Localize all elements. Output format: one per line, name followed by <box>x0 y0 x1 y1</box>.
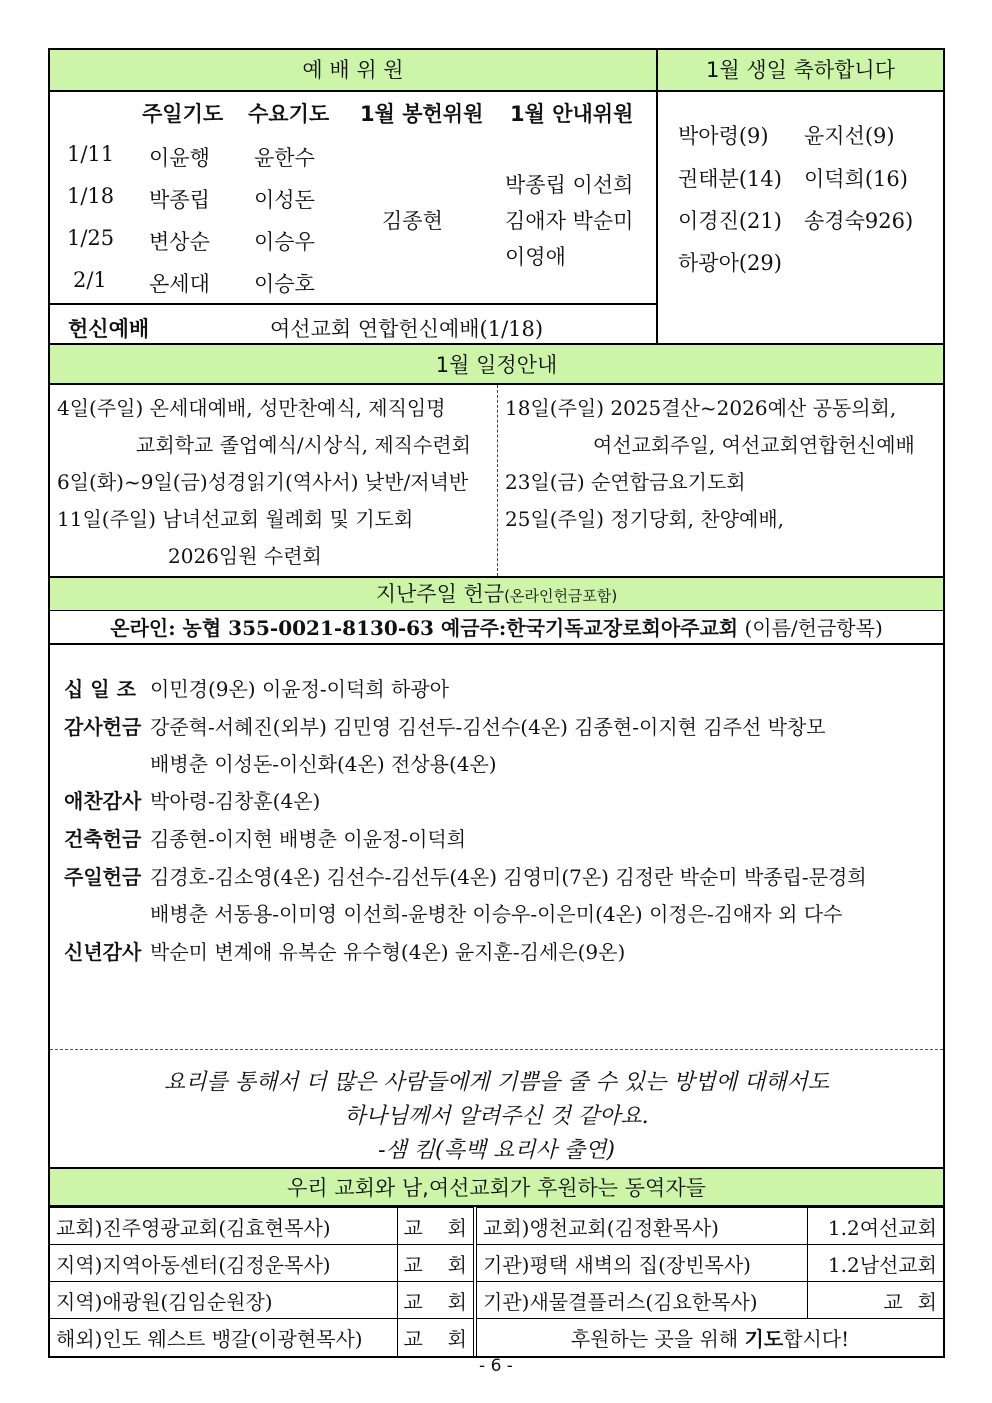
schedule-section <box>48 345 945 578</box>
pray-text: 합시다! <box>783 1326 850 1351</box>
pray-message <box>475 1319 943 1356</box>
birthday-name: 윤지선(9) <box>804 124 895 148</box>
schedule-header: 1월 일정안내 <box>50 345 943 385</box>
birthday-name: 하광아(29) <box>678 251 782 275</box>
sponsor-char: 회 <box>917 1289 937 1314</box>
offering-label: 감사헌금 <box>64 715 142 739</box>
sponsor-char: 회 <box>447 1289 467 1314</box>
page-number: - 6 - <box>479 1356 513 1376</box>
offering-label: 애찬감사 <box>64 789 142 813</box>
col-sunday-prayer: 주일기도 <box>142 102 224 126</box>
row-date: 1/18 <box>67 184 115 208</box>
support-section <box>48 1169 945 1358</box>
online-account-note: (이름/헌금항목) <box>738 616 883 640</box>
sponsor-char: 교 <box>883 1289 903 1314</box>
sponsor-char: 교 <box>403 1289 423 1314</box>
birthday-name: 박아령(9) <box>678 124 769 148</box>
wed-prayer-name: 이승우 <box>254 230 315 254</box>
schedule-item: 6일(화)~9일(금)성경읽기(역사서) 낮반/저녁반 <box>57 470 469 494</box>
birthday-header: 1월 생일 축하합니다 <box>658 50 943 90</box>
offering-names: 강준혁-서혜진(외부) 김민영 김선두-김선수(4온) 김종현-이지현 김주선 박창모 <box>150 715 826 739</box>
birthday-name: 송경숙926) <box>804 209 914 233</box>
support-target: 지역)지역아동센터(김정운목사) <box>50 1245 397 1282</box>
offering-names: 김경호-김소영(4온) 김선수-김선두(4온) 김영미(7온) 김정란 박순미 박종립-문경희 <box>150 865 867 889</box>
worship-committee-header: 예 배 위 원 <box>50 50 656 90</box>
support-header: 우리 교회와 남,여선교회가 후원하는 동역자들 <box>50 1169 943 1207</box>
dedication-label: 헌신예배 <box>68 317 150 341</box>
sponsor-char: 교 <box>403 1252 423 1277</box>
worship-birthday-section <box>48 48 945 345</box>
offering-names: 배병춘 서동용-이미영 이선희-윤병찬 이승우-이은미(4온) 이정은-김애자 외 다수 <box>150 902 843 926</box>
col-offering-committee: 1월 봉헌위원 <box>360 102 484 126</box>
birthday-name: 이경진(21) <box>678 209 782 233</box>
online-account-line <box>50 611 943 645</box>
offering-header <box>50 578 943 611</box>
sponsor: 1.2남선교회 <box>807 1245 943 1282</box>
schedule-item: 18일(주일) 2025결산~2026예산 공동의회, <box>505 396 897 420</box>
row-date: 1/11 <box>67 142 115 166</box>
pray-bold: 기도 <box>744 1326 784 1351</box>
offering-member: 김종현 <box>382 209 443 233</box>
sunday-prayer-name: 박종립 <box>149 188 210 212</box>
schedule-item: 여선교회주일, 여선교회연합헌신예배 <box>593 433 915 457</box>
wed-prayer-name: 이성돈 <box>254 188 315 212</box>
sponsor-char: 교 <box>403 1326 423 1351</box>
offering-label: 주일헌금 <box>64 865 142 889</box>
support-target: 교회)진주영광교회(김효현목사) <box>50 1208 397 1245</box>
quote-line: 하나님께서 알려주신 것 같아요. <box>344 1104 649 1129</box>
offering-names: 이민경(9온) 이윤정-이덕희 하광아 <box>150 677 449 701</box>
sponsor-char: 회 <box>447 1252 467 1277</box>
wed-prayer-name: 이승호 <box>254 272 315 296</box>
offering-label: 건축헌금 <box>64 827 142 851</box>
col-wed-prayer: 수요기도 <box>248 102 330 126</box>
support-table <box>50 1207 943 1356</box>
quote-author: -샘 킴(흑백 요리사 출연) <box>378 1138 615 1163</box>
table-row <box>50 1208 943 1245</box>
quote-line: 요리를 통해서 더 많은 사람들에게 기쁨을 줄 수 있는 방법에 대해서도 <box>164 1070 829 1095</box>
sponsor-char: 교 <box>403 1215 423 1240</box>
sunday-prayer-name: 이윤행 <box>149 146 210 170</box>
offering-label: 십 일 조 <box>64 677 136 701</box>
support-target: 해외)인도 웨스트 뱅갈(이광현목사) <box>50 1319 397 1356</box>
col-usher-committee: 1월 안내위원 <box>510 102 634 126</box>
pray-text: 후원하는 곳을 위해 <box>570 1326 745 1351</box>
schedule-item: 11일(주일) 남녀선교회 월례회 및 기도회 <box>57 507 414 531</box>
support-target: 교회)앵천교회(김정환목사) <box>475 1208 807 1245</box>
offering-names: 박아령-김창훈(4온) <box>150 789 321 813</box>
usher-line: 김애자 박순미 <box>505 209 634 233</box>
table-row <box>50 1282 943 1319</box>
row-date: 1/25 <box>67 226 115 250</box>
usher-line: 이영애 <box>505 245 566 269</box>
schedule-item: 25일(주일) 정기당회, 찬양예배, <box>505 507 785 531</box>
support-target: 기관)새물결플러스(김요한목사) <box>475 1282 807 1319</box>
table-row <box>50 1319 943 1356</box>
offering-names: 배병춘 이성돈-이신화(4온) 전상용(4온) <box>150 752 497 776</box>
usher-line: 박종립 이선희 <box>505 173 634 197</box>
support-target: 기관)평택 새벽의 집(장빈목사) <box>475 1245 807 1282</box>
support-target: 지역)애광원(김임순원장) <box>50 1282 397 1319</box>
offering-names: 김종현-이지현 배병춘 이윤정-이덕희 <box>150 827 467 851</box>
birthday-name: 이덕희(16) <box>804 167 908 191</box>
dedication-value: 여선교회 연합헌신예배(1/18) <box>270 317 544 341</box>
schedule-item: 2026임원 수련회 <box>168 544 322 568</box>
offering-title: 지난주일 헌금 <box>375 582 505 606</box>
online-account: 온라인: 농협 355-0021-8130-63 예금주:한국기독교장로회아주교회 <box>110 616 739 640</box>
offering-label: 신년감사 <box>64 940 142 964</box>
schedule-item: 교회학교 졸업예식/시상식, 제직수련회 <box>136 433 471 457</box>
offering-section <box>48 578 945 1169</box>
row-date: 2/1 <box>73 268 107 292</box>
table-row <box>50 1245 943 1282</box>
sunday-prayer-name: 변상순 <box>149 230 210 254</box>
sunday-prayer-name: 온세대 <box>149 272 210 296</box>
sponsor-char: 회 <box>447 1215 467 1240</box>
schedule-item: 23일(금) 순연합금요기도회 <box>505 470 746 494</box>
bulletin-page <box>48 48 945 1358</box>
sponsor: 1.2여선교회 <box>807 1208 943 1245</box>
schedule-item: 4일(주일) 온세대예배, 성만찬예식, 제직임명 <box>57 396 446 420</box>
offering-names: 박순미 변계애 유복순 유수형(4온) 윤지훈-김세은(9온) <box>150 940 626 964</box>
offering-title-note: (온라인헌금포함) <box>504 587 618 605</box>
wed-prayer-name: 윤한수 <box>254 146 315 170</box>
birthday-name: 권태분(14) <box>678 167 782 191</box>
sponsor-char: 회 <box>447 1326 467 1351</box>
